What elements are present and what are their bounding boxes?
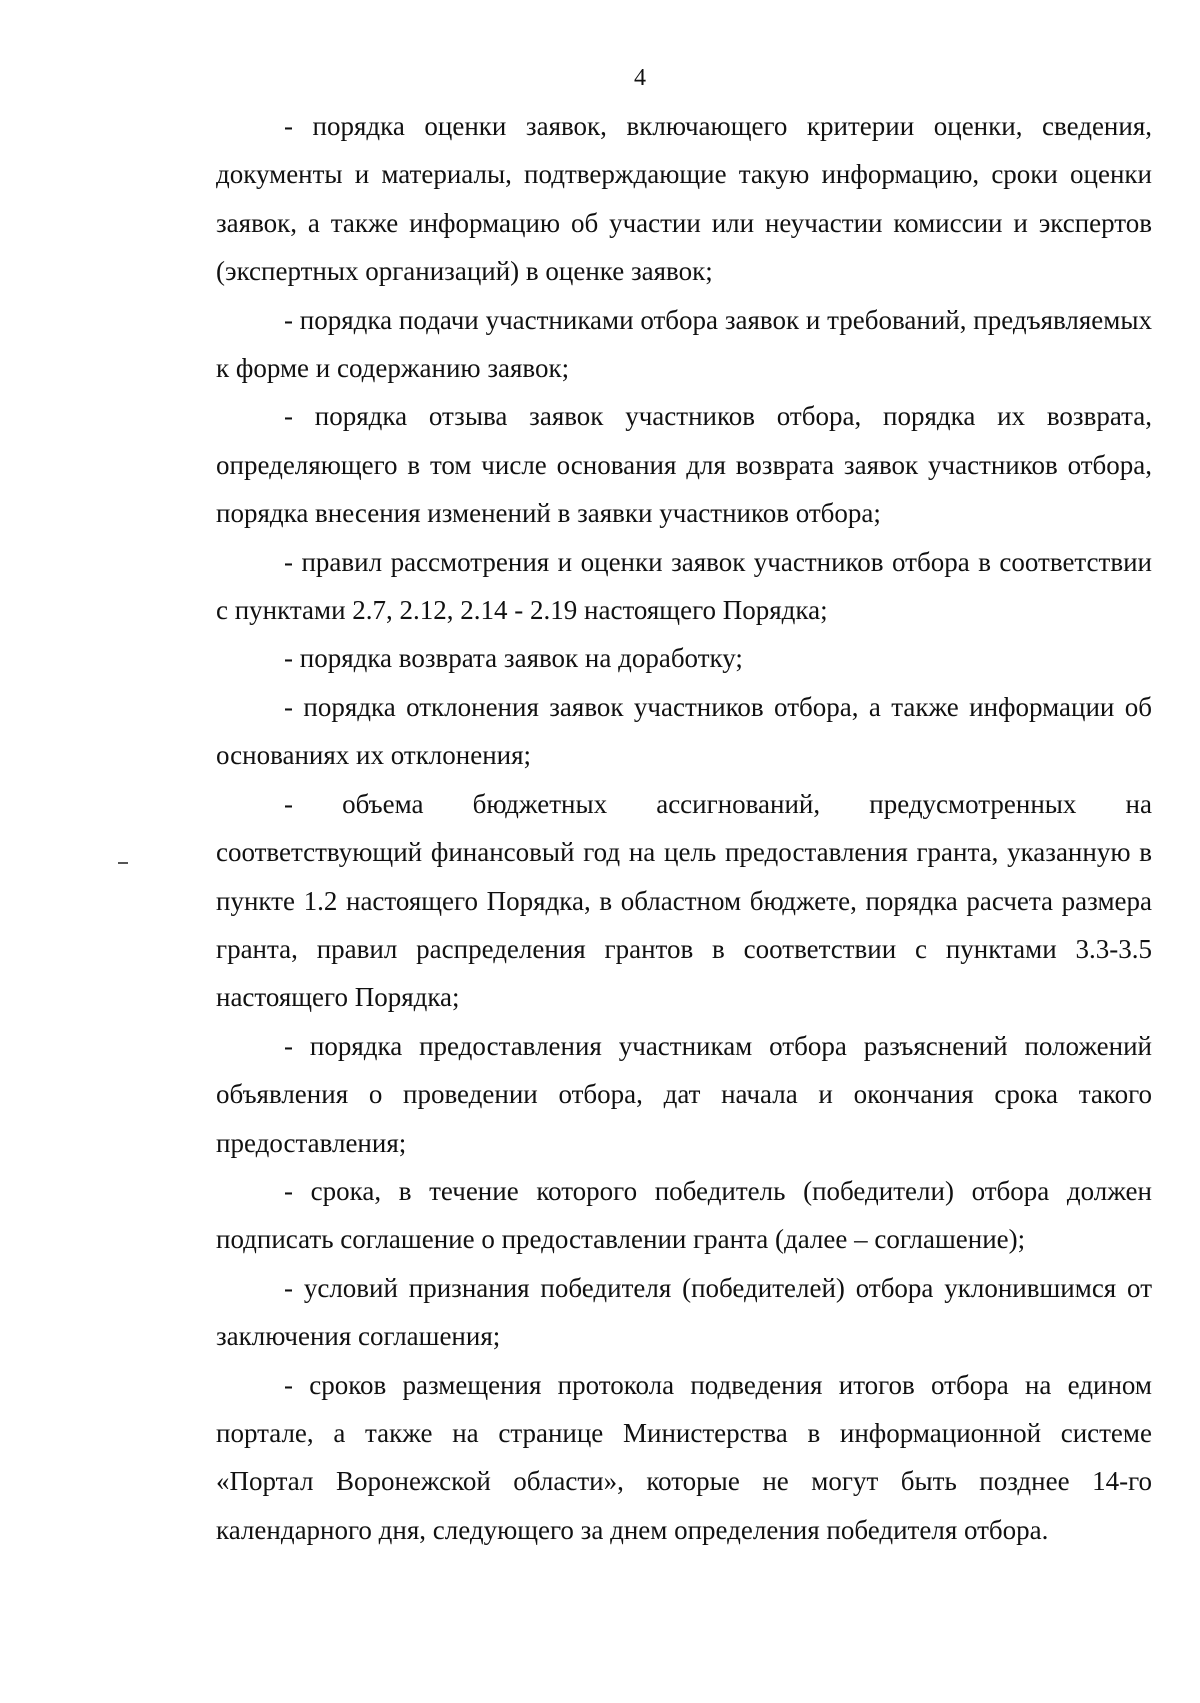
paragraph-evasion-conditions: - условий признания победителя (победителей) отбора уклонившимся от заключения соглашения; <box>216 1272 1152 1352</box>
paragraph-rejection-procedure: - порядка отклонения заявок участников отбора, а также информации об основаниях их отклонения; <box>216 691 1152 771</box>
margin-mark <box>118 862 128 864</box>
page-number: 4 <box>634 65 646 91</box>
paragraph-return-for-revision: - порядка возврата заявок на доработку; <box>284 643 743 674</box>
paragraph-review-rules: - правил рассмотрения и оценки заявок участников отбора в соответствии с пунктами 2.7, 2.12, 2.14 - 2.19 настоящего Порядка; <box>216 546 1152 626</box>
paragraph-protocol-publication: - сроков размещения протокола подведения итогов отбора на едином портале, а также на странице Министерства в информационной системе «Портал Воронежской области», которые не могут быть позднее 14-го календарного дня, следующего за днем определения победителя отбора. <box>216 1369 1152 1545</box>
document-body <box>216 102 1152 1554</box>
paragraph-evaluation-procedure: - порядка оценки заявок, включающего критерии оценки, сведения, документы и материалы, подтверждающие такую информацию, сроки оценки заявок, а также информацию об участии или неучастии комиссии и экспертов (экспертных организаций) в оценке заявок; <box>216 111 1152 287</box>
paragraph-agreement-deadline: - срока, в течение которого победитель (победители) отбора должен подписать соглашение о предоставлении гранта (далее – соглашение); <box>216 1175 1152 1255</box>
paragraph-withdrawal-procedure: - порядка отзыва заявок участников отбора, порядка их возврата, определяющего в том числе основания для возврата заявок участников отбора, порядка внесения изменений в заявки участников отбора; <box>216 401 1152 529</box>
paragraph-budget-allocations: - объема бюджетных ассигнований, предусмотренных на соответствующий финансовый год на цель предоставления гранта, указанную в пункте 1.2 настоящего Порядка, в областном бюджете, порядка расчета размера гранта, правил распределения грантов в соответствии с пунктами 3.3-3.5 настоящего Порядка; <box>216 788 1152 1013</box>
paragraph-submission-procedure: - порядка подачи участниками отбора заявок и требований, предъявляемых к форме и содержанию заявок; <box>216 304 1152 384</box>
paragraph-clarifications: - порядка предоставления участникам отбора разъяснений положений объявления о проведении отбора, дат начала и окончания срока такого предоставления; <box>216 1030 1152 1158</box>
